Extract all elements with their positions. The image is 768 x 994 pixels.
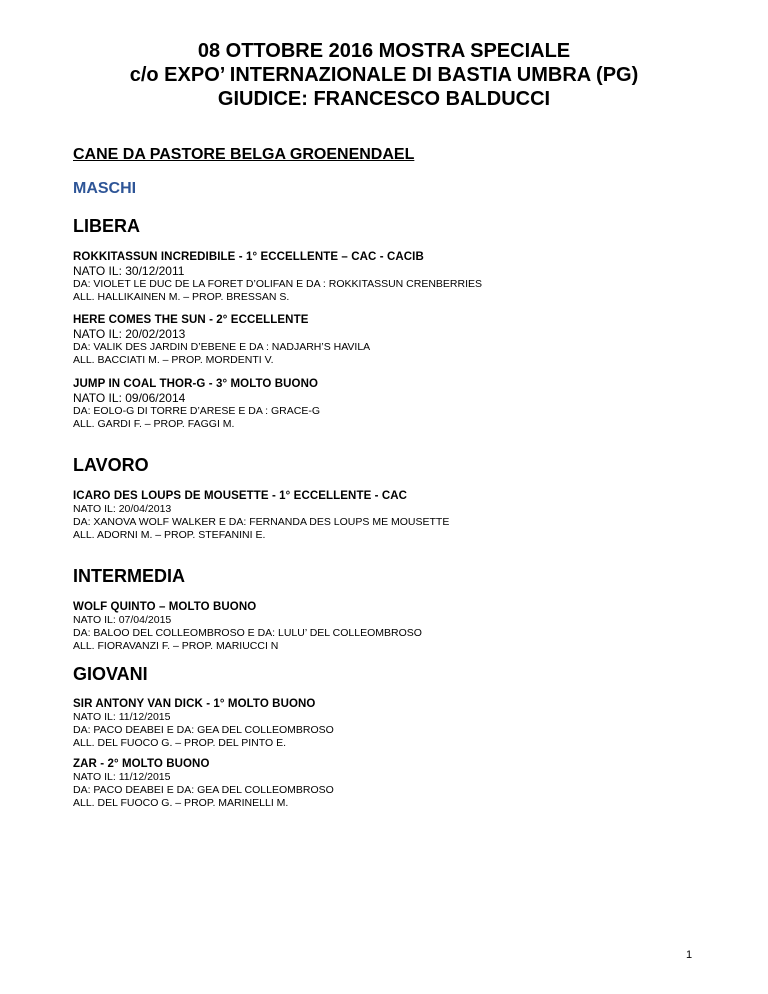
entry-owner: ALL. BACCIATI M. – PROP. MORDENTI V.	[73, 353, 274, 366]
entry-owner: ALL. ADORNI M. – PROP. STEFANINI E.	[73, 528, 266, 541]
entry-owner: ALL. HALLIKAINEN M. – PROP. BRESSAN S.	[73, 290, 290, 303]
breed-title: CANE DA PASTORE BELGA GROENENDAEL	[73, 146, 415, 163]
entry-name: HERE COMES THE SUN - 2° ECCELLENTE	[73, 314, 309, 326]
entry-owner: ALL. DEL FUOCO G. – PROP. MARINELLI M.	[73, 796, 289, 809]
entry-parents: DA: VALIK DES JARDIN D’EBENE E DA : NADJARH’S HAVILA	[73, 341, 371, 353]
class-heading-lavoro: LAVORO	[73, 455, 149, 475]
entry-name: ZAR - 2° MOLTO BUONO	[73, 758, 210, 770]
entry-dob: NATO IL: 20/02/2013	[73, 327, 186, 341]
entry	[73, 313, 370, 366]
entry	[73, 250, 482, 303]
header-line-1: 08 OTTOBRE 2016 MOSTRA SPECIALE	[197, 40, 571, 62]
entry-owner: ALL. DEL FUOCO G. – PROP. DEL PINTO E.	[73, 736, 286, 749]
entry	[73, 600, 422, 652]
entry	[73, 757, 334, 809]
class-heading-libera: LIBERA	[73, 216, 140, 236]
entry-parents: DA: EOLO-G DI TORRE D’ARESE E DA : GRACE-G	[73, 405, 320, 417]
entry-dob: NATO IL: 11/12/2015	[73, 711, 171, 723]
entry	[73, 489, 449, 541]
class-heading-giovani: GIOVANI	[73, 664, 148, 684]
entry-dob: NATO IL: 07/04/2015	[73, 614, 172, 626]
sex-heading: MASCHI	[73, 180, 137, 197]
entry-name: ICARO DES LOUPS DE MOUSETTE - 1° ECCELLENTE - CAC	[73, 490, 408, 502]
entry-owner: ALL. GARDI F. – PROP. FAGGI M.	[73, 417, 235, 430]
entry-parents: DA: BALOO DEL COLLEOMBROSO E DA: LULU’ DEL COLLEOMBROSO	[73, 627, 422, 639]
entry-parents: DA: XANOVA WOLF WALKER E DA: FERNANDA DES LOUPS ME MOUSETTE	[73, 516, 450, 528]
entry-dob: NATO IL: 09/06/2014	[73, 391, 186, 405]
entry-name: WOLF QUINTO – MOLTO BUONO	[73, 601, 257, 613]
entry-parents: DA: PACO DEABEI E DA: GEA DEL COLLEOMBROSO	[73, 724, 334, 736]
entry-dob: NATO IL: 11/12/2015	[73, 771, 171, 783]
entry-dob: NATO IL: 30/12/2011	[73, 264, 185, 278]
entry	[73, 377, 320, 430]
entry-name: ROKKITASSUN INCREDIBILE - 1° ECCELLENTE – CAC - CACIB	[73, 251, 424, 263]
page-number: 1	[686, 949, 693, 961]
entry-parents: DA: VIOLET LE DUC DE LA FORET D’OLIFAN E DA : ROKKITASSUN CRENBERRIES	[73, 278, 483, 290]
entry	[73, 697, 334, 749]
entry-owner: ALL. FIORAVANZI F. – PROP. MARIUCCI N	[73, 639, 279, 652]
header-line-2: c/o EXPO’ INTERNAZIONALE DI BASTIA UMBRA (PG)	[129, 64, 639, 86]
header-line-3: GIUDICE: FRANCESCO BALDUCCI	[217, 88, 551, 110]
entry-name: JUMP IN COAL THOR-G - 3° MOLTO BUONO	[73, 378, 319, 390]
entry-dob: NATO IL: 20/04/2013	[73, 503, 172, 515]
entry-name: SIR ANTONY VAN DICK - 1° MOLTO BUONO	[73, 698, 316, 710]
entry-parents: DA: PACO DEABEI E DA: GEA DEL COLLEOMBROSO	[73, 784, 334, 796]
class-heading-intermedia: INTERMEDIA	[73, 566, 185, 586]
